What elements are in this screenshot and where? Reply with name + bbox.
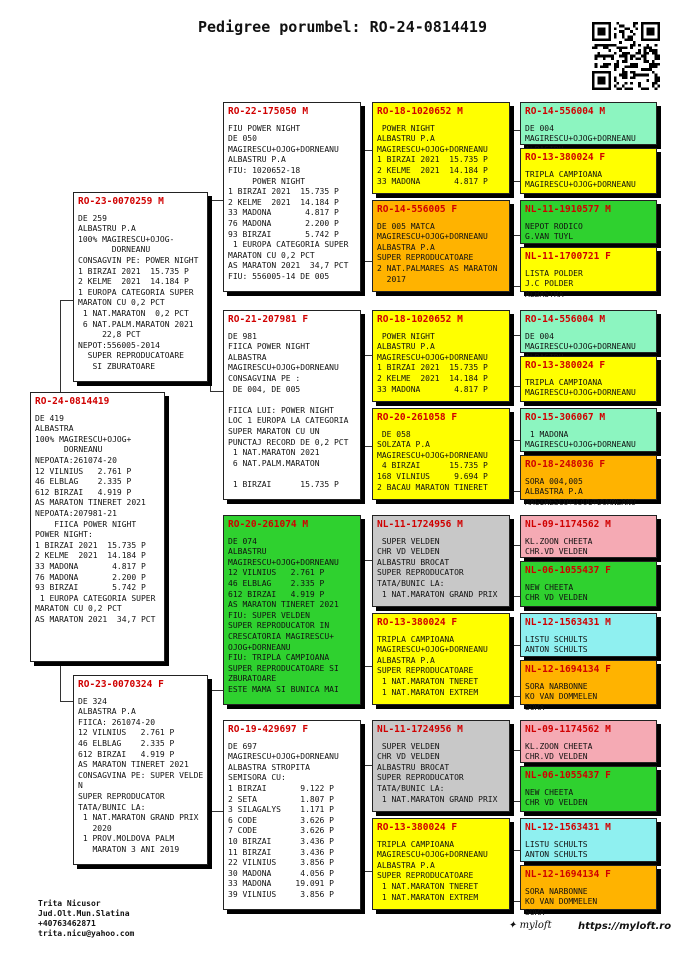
pigeon-info-line: N bbox=[78, 781, 83, 791]
pigeon-info-line: TRIPLA CAMPIOANA bbox=[525, 169, 603, 179]
bird-icon: ✦ bbox=[508, 920, 517, 931]
pigeon-info-line bbox=[228, 395, 356, 406]
pigeon-info-line: MARATON CU 0,2 PCT bbox=[228, 250, 315, 260]
pigeon-info-line: ALBASTRA P.A bbox=[377, 242, 435, 252]
pigeon-info-line: ZBURATOARE bbox=[228, 674, 277, 684]
pigeon-card-g3-3[interactable] bbox=[372, 310, 510, 402]
pigeon-card-g3-5[interactable] bbox=[372, 515, 510, 607]
ring-number: RO-21-207981 F bbox=[228, 314, 309, 325]
pigeon-info-line: 1 MADONA bbox=[525, 429, 569, 439]
pigeon-info-line: CHR VD VELDEN bbox=[525, 798, 588, 808]
pigeon-info-line: 1 BIRZAI 2021 15.735 P bbox=[377, 363, 488, 373]
pigeon-info-line: 39 VILNIUS 3.856 P bbox=[228, 889, 334, 899]
pigeon-info-line: LISTU SCHULTS bbox=[525, 839, 588, 849]
pigeon-info-line: LISTA POLDER bbox=[525, 268, 583, 278]
pigeon-info-line: 2 SETA 1.807 P bbox=[228, 794, 334, 804]
pigeon-info-line: 168 VILNIUS 9.694 P bbox=[377, 471, 488, 481]
pigeon-info-line: SOLZATA P.A bbox=[377, 440, 430, 450]
pigeon-info-line: ANTON SCHULTS bbox=[525, 850, 588, 860]
pigeon-info-line: 1 BIRZAI 2021 15.735 P bbox=[377, 155, 488, 165]
pigeon-info-line: SUPER REPRODUCATOARE bbox=[377, 253, 474, 263]
pigeon-info-line: CHR VD VELDEN bbox=[377, 547, 440, 557]
pigeon-info-line: AS MARATON TINERET 2021 bbox=[78, 760, 189, 770]
pigeon-info-line: FIU: 556005-14 DE 005 bbox=[228, 271, 330, 281]
pigeon-card-g4-7[interactable] bbox=[520, 408, 657, 452]
pigeon-info-line: POWER NIGHT bbox=[228, 176, 306, 186]
pigeon-info-line: 1 BIRZAI 2021 15.735 P bbox=[35, 540, 146, 550]
pigeon-info-line: DE 324 bbox=[78, 696, 107, 706]
myloft-logo bbox=[508, 920, 552, 931]
pigeon-info-line: CHR.VD VELDEN bbox=[525, 547, 588, 557]
ring-number: NL-11-1724956 M bbox=[377, 724, 463, 735]
pigeon-info-line: 100% MAGIRESCU+OJOG- bbox=[78, 234, 175, 244]
pigeon-info-line: 22 VILNIUS 3.856 P bbox=[228, 858, 334, 868]
pigeon-info-line bbox=[228, 469, 356, 480]
pigeon-info-line: MARATON 3 ANI 2019 bbox=[78, 844, 180, 854]
pigeon-card-g3-1[interactable] bbox=[372, 102, 510, 194]
ring-number: RO-18-1020652 M bbox=[377, 106, 463, 117]
pigeon-info-line: ALBASTRA bbox=[525, 289, 564, 299]
pigeon-card-g4-2[interactable] bbox=[520, 148, 657, 194]
pigeon-info-line: SUPER MARATON CU UN bbox=[228, 426, 320, 436]
pigeon-info-line: 1 NAT.MARATON EXTREM bbox=[377, 687, 479, 697]
pigeon-card-g4-16[interactable] bbox=[520, 865, 657, 917]
pigeon-card-g4-3[interactable] bbox=[520, 200, 657, 244]
pigeon-info-line: 1 NAT.MARATON TNERET bbox=[377, 881, 479, 891]
pigeon-card-g4-13[interactable] bbox=[520, 720, 657, 763]
ring-number: RO-14-556004 M bbox=[525, 106, 606, 117]
pigeon-info-line: CONSAGVINA PE : bbox=[228, 373, 301, 383]
pigeon-info-line: 2 KELME 2021 14.184 P bbox=[377, 165, 488, 175]
pigeon-info-line: 4 BIRZAI 15.735 P bbox=[377, 461, 488, 471]
pigeon-info-line: SI ZBURATOARE bbox=[78, 361, 156, 371]
breeder-email: trita.nicu@yahoo.com bbox=[38, 929, 135, 938]
pigeon-info-line: NEPOT:556005-2014 bbox=[78, 340, 160, 350]
ring-number: NL-11-1700721 F bbox=[525, 251, 611, 262]
pigeon-info-line: AS MARATON TINERET 2021 bbox=[228, 600, 339, 610]
ring-number: RO-23-0070324 F bbox=[78, 679, 164, 690]
pigeon-info-line: 2020 bbox=[78, 823, 112, 833]
pigeon-info-line: POWER NIGHT: bbox=[35, 530, 93, 540]
pigeon-info-line: 46 ELBLAG 2.335 P bbox=[35, 477, 132, 487]
pigeon-info-line: ALBASTRU BROCAT bbox=[377, 762, 450, 772]
pigeon-card-g4-8[interactable] bbox=[520, 455, 657, 507]
ring-number: RO-13-380024 F bbox=[377, 617, 458, 628]
pigeon-info-line: SUPER REPRODUCATOARE bbox=[377, 666, 474, 676]
pigeon-info-line: DE 697 bbox=[228, 741, 257, 751]
breeder-name: Trita Nicusor bbox=[38, 899, 101, 908]
pigeon-info-line: KL.ZOON CHEETA bbox=[525, 536, 593, 546]
pigeon-info-line: 46 ELBLAG 2.335 P bbox=[228, 578, 325, 588]
pigeon-info-line: 2 NAT.PALMARES AS MARATON bbox=[377, 263, 498, 273]
connector-line bbox=[210, 200, 223, 392]
pigeon-card-dam-dam[interactable] bbox=[223, 720, 361, 910]
pigeon-info-line: MAGIRESCU+OJOG+DORNEANU bbox=[525, 134, 636, 144]
pigeon-info-line: SORA NARBONNE bbox=[525, 681, 588, 691]
pigeon-card-sire-dam[interactable] bbox=[223, 310, 361, 500]
pigeon-info-line: 1 EUROPA CATEGORIA SUPER bbox=[228, 240, 349, 250]
pigeon-info-line: CRESCATORIA MAGIRESCU+ bbox=[228, 631, 334, 641]
pigeon-info-line: DE 050 bbox=[228, 134, 257, 144]
pigeon-info-line: 1 NAT.MARATON 2021 bbox=[228, 448, 320, 458]
pigeon-info-line: 1 NAT.MARATON GRAND PRIX bbox=[377, 794, 498, 804]
pigeon-card-dam[interactable] bbox=[73, 675, 208, 865]
pigeon-info-line: ALBASTRU P.A bbox=[228, 155, 286, 165]
pigeon-card-g3-6[interactable] bbox=[372, 613, 510, 705]
ring-number: RO-14-556005 F bbox=[377, 204, 458, 215]
pigeon-info-line: 100% MAGIRESCU+OJOG+ bbox=[35, 434, 132, 444]
pigeon-info-line: 93 BIRZAI 5.742 P bbox=[228, 229, 339, 239]
pigeon-info-line: 1 PROV.MOLDOVA PALM bbox=[78, 834, 175, 844]
pigeon-info-line: CHR VD VELDEN bbox=[525, 593, 588, 603]
pigeon-card-g4-5[interactable] bbox=[520, 310, 657, 353]
pigeon-info-line: 1 BIRZAI 2021 15.735 P bbox=[78, 266, 189, 276]
pigeon-info-line: SUPER REPRODUCATOARE bbox=[78, 351, 184, 361]
pigeon-info-line: SUPER REPRODUCATOARE bbox=[377, 871, 474, 881]
breeder-location: Jud.Olt.Mun.Slatina bbox=[38, 909, 130, 918]
pigeon-info-line: SUPER REPRODUCATOR IN bbox=[228, 621, 330, 631]
pigeon-card-g4-6[interactable] bbox=[520, 356, 657, 402]
pigeon-card-g4-12[interactable] bbox=[520, 660, 657, 712]
pigeon-info-line: MAGIRESCU+OJOG+DORNEANU bbox=[377, 144, 488, 154]
pigeon-info-line: FIU: TRIPLA CAMPIOANA bbox=[228, 653, 330, 663]
pigeon-info-line: MAGIRESCU+OJOG+DORNEANU bbox=[525, 180, 636, 190]
ring-number: RO-15-306067 M bbox=[525, 412, 606, 423]
pigeon-info-line: 3 SILAGALYS 1.171 P bbox=[228, 805, 334, 815]
pigeon-info-line: MARATON CU 0,2 PCT bbox=[78, 298, 165, 308]
pigeon-info-line: 6 NAT.PALM.MARATON bbox=[228, 458, 320, 468]
pigeon-info-line: ALBASTRA P.A bbox=[525, 487, 583, 497]
pigeon-card-g3-7[interactable] bbox=[372, 720, 510, 812]
pigeon-info-line: 1 EUROPA CATEGORIA SUPER bbox=[35, 593, 156, 603]
pigeon-card-g4-15[interactable] bbox=[520, 818, 657, 862]
pigeon-info-line: TRIPLA CAMPIOANA bbox=[525, 377, 603, 387]
pigeon-info-line: 10 BIRZAI 3.436 P bbox=[228, 836, 334, 846]
pigeon-card-g4-14[interactable] bbox=[520, 766, 657, 812]
pigeon-info-line: MAGIRESCU+OJOG+DORNEANU bbox=[525, 497, 636, 507]
pigeon-info-line: CHR.VD VELDEN bbox=[525, 752, 588, 762]
ring-number: NL-12-1563431 M bbox=[525, 822, 611, 833]
pigeon-info-line: POWER NIGHT bbox=[377, 331, 435, 341]
pigeon-info-line: 33 MADONA 4.817 P bbox=[228, 208, 339, 218]
pigeon-info-line: FIICA LUI: POWER NIGHT bbox=[228, 405, 334, 415]
pigeon-info-line: CONSAGVIN PE: POWER NIGHT bbox=[78, 255, 199, 265]
ring-number: RO-18-1020652 M bbox=[377, 314, 463, 325]
pigeon-info-line: MAGIRESCU+OJOG+DORNEANU bbox=[377, 450, 488, 460]
pigeon-info-line: TRIPLA CAMPIOANA bbox=[377, 839, 455, 849]
pigeon-info-line: 12 VILNIUS 2.761 P bbox=[228, 568, 325, 578]
ring-number: RO-14-556004 M bbox=[525, 314, 606, 325]
pigeon-info-line: 33 MADONA 4.817 P bbox=[377, 384, 488, 394]
pigeon-info-line: FIICA: 261074-20 bbox=[78, 717, 156, 727]
pigeon-info-line: ANTON SCHULTS bbox=[525, 645, 588, 655]
pigeon-info-line: ALBASTRU P.A bbox=[377, 342, 435, 352]
pigeon-info-line: 46 ELBLAG 2.335 P bbox=[78, 738, 175, 748]
pigeon-info-line: 76 MADONA 2.200 P bbox=[228, 218, 339, 228]
pigeon-info-line: NEW CHEETA bbox=[525, 582, 574, 592]
breeder-contact bbox=[38, 899, 134, 939]
pigeon-info-line: MAGIRESCU+OJOG+DORNEANU bbox=[228, 752, 339, 762]
connector-line bbox=[210, 690, 223, 812]
pigeon-card-sire-sire[interactable] bbox=[223, 102, 361, 292]
pigeon-info-line: 612 BIRZAI 4.919 P bbox=[78, 749, 175, 759]
pigeon-info-line: 612 BIRZAI 4.919 P bbox=[228, 589, 325, 599]
pigeon-info-line: DE 004 bbox=[525, 123, 554, 133]
pigeon-info-line: NEPOATA:261074-20 bbox=[35, 455, 117, 465]
pigeon-info-line: 1 BIRZAI 15.735 P bbox=[228, 479, 339, 489]
pigeon-info-line: J.C POLDER bbox=[525, 279, 574, 289]
pigeon-info-line: NEPOATA:207981-21 bbox=[35, 508, 117, 518]
pigeon-info-line: 1 NAT.MARATON EXTREM bbox=[377, 892, 479, 902]
pigeon-info-line: ALBASTRU BROCAT bbox=[377, 557, 450, 567]
pigeon-info-line: MAGIRESCU+OJOG+DORNEANU bbox=[377, 645, 488, 655]
pigeon-info-line: LISTU SCHULTS bbox=[525, 634, 588, 644]
pigeon-info-line: AS MARATON 2021 34,7 PCT bbox=[35, 614, 156, 624]
pigeon-info-line: TATA/BUNIC LA: bbox=[377, 578, 445, 588]
ring-number: RO-20-261074 M bbox=[228, 519, 309, 530]
ring-number: RO-13-380024 F bbox=[377, 822, 458, 833]
pigeon-info-line: ALBASTRA P.A bbox=[377, 655, 435, 665]
pigeon-info-line: 22,8 PCT bbox=[78, 330, 141, 340]
pigeon-info-line: TRIPLA CAMPIOANA bbox=[377, 634, 455, 644]
pigeon-info-line: ALBASTRU P.A bbox=[377, 134, 435, 144]
pigeon-info-line: DE 004 bbox=[525, 331, 554, 341]
ring-number: RO-24-0814419 bbox=[35, 396, 110, 407]
pigeon-info-line: FIU: 1020652-18 bbox=[228, 165, 301, 175]
pigeon-info-line: MAGIRESCU+OJOG+DORNEANU bbox=[525, 342, 636, 352]
pigeon-info-line: 1 BIRZAI 9.122 P bbox=[228, 783, 334, 793]
pigeon-info-line: DE 058 bbox=[377, 429, 411, 439]
pigeon-info-line: 1 NAT.MARATON TNERET bbox=[377, 676, 479, 686]
pigeon-info-line: MAGIRESCU+OJOG+DORNEANU bbox=[525, 440, 636, 450]
pigeon-info-line: DE 419 bbox=[35, 413, 64, 423]
ring-number: NL-11-1724956 M bbox=[377, 519, 463, 530]
pigeon-info-line: ALBASTRA P.A bbox=[78, 707, 136, 717]
pigeon-card-g4-4[interactable] bbox=[520, 247, 657, 299]
pigeon-info-line: ALBASTRA bbox=[228, 352, 267, 362]
pigeon-info-line: 33 MADONA 4.817 P bbox=[377, 176, 488, 186]
pigeon-info-line: 2 KELME 2021 14.184 P bbox=[78, 277, 189, 287]
pigeon-info-line: DE 004, DE 005 bbox=[228, 384, 301, 394]
pigeon-info-line: NEPOT RODICO bbox=[525, 221, 583, 231]
ring-number: NL-09-1174562 M bbox=[525, 724, 611, 735]
pigeon-info-line: ALBASTRA P.A bbox=[377, 860, 435, 870]
pigeon-info-line: TATA/BUNIC LA: bbox=[377, 783, 445, 793]
pigeon-info-line: AS MARATON TINERET 2021 bbox=[35, 498, 146, 508]
page-title: Pedigree porumbel: RO-24-0814419 bbox=[198, 18, 487, 36]
pigeon-info-line: SUPER REPRODUCATOARE SI bbox=[228, 663, 339, 673]
pigeon-info-line: CONSAGVINA PE: SUPER VELDE bbox=[78, 770, 204, 780]
pigeon-info-line: 1 BIRZAI 2021 15.735 P bbox=[228, 187, 339, 197]
pigeon-info-line: PUNCTAJ RECORD DE 0,2 PCT bbox=[228, 437, 349, 447]
ring-number: NL-12-1563431 M bbox=[525, 617, 611, 628]
pigeon-info-line: ESTE MAMA SI BUNICA MAI bbox=[228, 684, 339, 694]
pigeon-info-line: 12 VILNIUS 2.761 P bbox=[35, 466, 132, 476]
pigeon-card-g3-4[interactable] bbox=[372, 408, 510, 500]
pigeon-info-line: SUPER REPRODUCATOR bbox=[377, 773, 464, 783]
ring-number: NL-09-1174562 M bbox=[525, 519, 611, 530]
pigeon-info-line: NEW CHEETA bbox=[525, 787, 574, 797]
pigeon-card-g4-10[interactable] bbox=[520, 561, 657, 607]
pigeon-info-line: ALBASTRA STROPITA bbox=[228, 762, 310, 772]
pigeon-info-line: 2 BACAU MARATON TINERET bbox=[377, 482, 488, 492]
pigeon-card-dam-sire[interactable] bbox=[223, 515, 361, 705]
ring-number: RO-18-248036 F bbox=[525, 459, 606, 470]
pigeon-info-line: 7 CODE 3.626 P bbox=[228, 826, 334, 836]
pigeon-info-line: DE 005 MATCA bbox=[377, 221, 435, 231]
pigeon-card-g3-8[interactable] bbox=[372, 818, 510, 910]
pigeon-info-line: SORA 004,005 bbox=[525, 476, 583, 486]
pigeon-info-line: DE 981 bbox=[228, 331, 257, 341]
ring-number: RO-19-429697 F bbox=[228, 724, 309, 735]
pigeon-card-g3-2[interactable] bbox=[372, 200, 510, 292]
pigeon-card-g4-11[interactable] bbox=[520, 613, 657, 657]
pigeon-info-line: DE 074 bbox=[228, 536, 257, 546]
qr-code-icon bbox=[592, 22, 660, 90]
pigeon-info-line: SORA NARBONNE bbox=[525, 886, 588, 896]
ring-number: RO-13-380024 F bbox=[525, 152, 606, 163]
pigeon-info-line: FIICA POWER NIGHT bbox=[35, 519, 137, 529]
pigeon-info-line: MAGIRESCU+OJOG+DORNEANU bbox=[377, 850, 488, 860]
pigeon-info-line: SURA bbox=[525, 907, 545, 917]
pigeon-info-line: 1 NAT.MARATON GRAND PRIX bbox=[377, 589, 498, 599]
pigeon-info-line: G.VAN TUYL bbox=[525, 232, 574, 242]
pigeon-info-line: SEMISORA CU: bbox=[228, 773, 286, 783]
ring-number: NL-12-1694134 F bbox=[525, 869, 611, 880]
ring-number: NL-06-1055437 F bbox=[525, 565, 611, 576]
pigeon-info-line: SUPER REPRODUCATOR bbox=[377, 568, 464, 578]
pigeon-info-line: 1 NAT.MARATON GRAND PRIX bbox=[78, 813, 199, 823]
pigeon-info-line: SUPER REPRODUCATOR bbox=[78, 791, 165, 801]
pigeon-info-line: 2 KELME 2021 14.184 P bbox=[228, 197, 339, 207]
pigeon-info-line: CHR VD VELDEN bbox=[377, 752, 440, 762]
pigeon-info-line: KO VAN DOMMELEN bbox=[525, 692, 598, 702]
pigeon-info-line: FIU: SUPER VELDEN bbox=[228, 610, 310, 620]
pigeon-info-line: FIICA POWER NIGHT bbox=[228, 342, 310, 352]
pigeon-info-line: 30 MADONA 4.056 P bbox=[228, 868, 334, 878]
pigeon-info-line: FIU POWER NIGHT bbox=[228, 123, 301, 133]
pigeon-info-line: DORNEANU bbox=[35, 445, 103, 455]
pigeon-info-line: MAGIRESCU+OJOG+DORNEANU bbox=[377, 232, 488, 242]
pigeon-info-line: TATA/BUNIC LA: bbox=[78, 802, 146, 812]
ring-number: RO-22-175050 M bbox=[228, 106, 309, 117]
pigeon-info-line: SUPER VELDEN bbox=[377, 741, 440, 751]
pigeon-info-line: MAGIRESCU+OJOG+DORNEANU bbox=[377, 352, 488, 362]
ring-number: NL-06-1055437 F bbox=[525, 770, 611, 781]
pigeon-info-line: 2017 bbox=[377, 274, 406, 284]
pigeon-info-line: LOC 1 EUROPA LA CATEGORIA bbox=[228, 416, 349, 426]
pigeon-info-line: MAGIRESCU+OJOG+DORNEANU bbox=[525, 388, 636, 398]
site-url-link[interactable]: https://myloft.ro bbox=[578, 921, 672, 932]
pigeon-info-line: 2 KELME 2021 14.184 P bbox=[377, 373, 488, 383]
pigeon-card-g4-9[interactable] bbox=[520, 515, 657, 558]
pigeon-info-line: 33 MADONA 19.091 P bbox=[228, 879, 334, 889]
ring-number: NL-11-1910577 M bbox=[525, 204, 611, 215]
pigeon-info-line: 2 KELME 2021 14.184 P bbox=[35, 551, 146, 561]
pigeon-info-line: ALBASTRU bbox=[228, 547, 267, 557]
pigeon-info-line: 76 MADONA 2.200 P bbox=[35, 572, 146, 582]
pigeon-info-line: OJOG+DORNEANU bbox=[228, 642, 291, 652]
pigeon-info-line: ALBASTRA bbox=[35, 424, 74, 434]
pigeon-info-line: 612 BIRZAI 4.919 P bbox=[35, 487, 132, 497]
pigeon-info-line: ALBASTRU P.A bbox=[78, 224, 136, 234]
pigeon-info-line: DE 259 bbox=[78, 213, 107, 223]
pigeon-info-line: 6 CODE 3.626 P bbox=[228, 815, 334, 825]
pigeon-info-line: SUPER VELDEN bbox=[377, 536, 440, 546]
pigeon-info-line: 12 VILNIUS 2.761 P bbox=[78, 728, 175, 738]
breeder-phone: +40763462871 bbox=[38, 919, 96, 928]
ring-number: RO-23-0070259 M bbox=[78, 196, 164, 207]
ring-number: RO-13-380024 F bbox=[525, 360, 606, 371]
pigeon-info-line: POWER NIGHT bbox=[377, 123, 435, 133]
ring-number: RO-20-261058 F bbox=[377, 412, 458, 423]
pigeon-info-line: MARATON CU 0,2 PCT bbox=[35, 604, 122, 614]
logo-text: myloft bbox=[519, 920, 552, 931]
ring-number: NL-12-1694134 F bbox=[525, 664, 611, 675]
pigeon-card-sire[interactable] bbox=[73, 192, 208, 382]
pigeon-info-line: 93 BIRZAI 5.742 P bbox=[35, 583, 146, 593]
pigeon-info-line: DORNEANU bbox=[78, 245, 151, 255]
pigeon-info-line: 1 EUROPA CATEGORIA SUPER bbox=[78, 287, 194, 297]
pigeon-info-line: SURA bbox=[525, 702, 545, 712]
pigeon-info-line: KO VAN DOMMELEN bbox=[525, 897, 598, 907]
pigeon-info-line: AS MARATON 2021 34,7 PCT bbox=[228, 261, 349, 271]
pigeon-info-line: KL.ZOON CHEETA bbox=[525, 741, 593, 751]
pigeon-info-line: MAGIRESCU+OJOG+DORNEANU bbox=[228, 557, 339, 567]
pigeon-info-line: MAGIRESCU+OJOG+DORNEANU bbox=[228, 144, 339, 154]
pigeon-info-line: MAGIRESCU+OJOG+DORNEANU bbox=[228, 363, 339, 373]
pigeon-info-line: 11 BIRZAI 3.436 P bbox=[228, 847, 334, 857]
pigeon-info-line: 1 NAT.MARATON 0,2 PCT bbox=[78, 308, 189, 318]
pigeon-card-g4-1[interactable] bbox=[520, 102, 657, 145]
pigeon-card-subject[interactable] bbox=[30, 392, 165, 662]
pigeon-info-line: 6 NAT.PALM.MARATON 2021 bbox=[78, 319, 194, 329]
pigeon-info-line: 33 MADONA 4.817 P bbox=[35, 561, 146, 571]
